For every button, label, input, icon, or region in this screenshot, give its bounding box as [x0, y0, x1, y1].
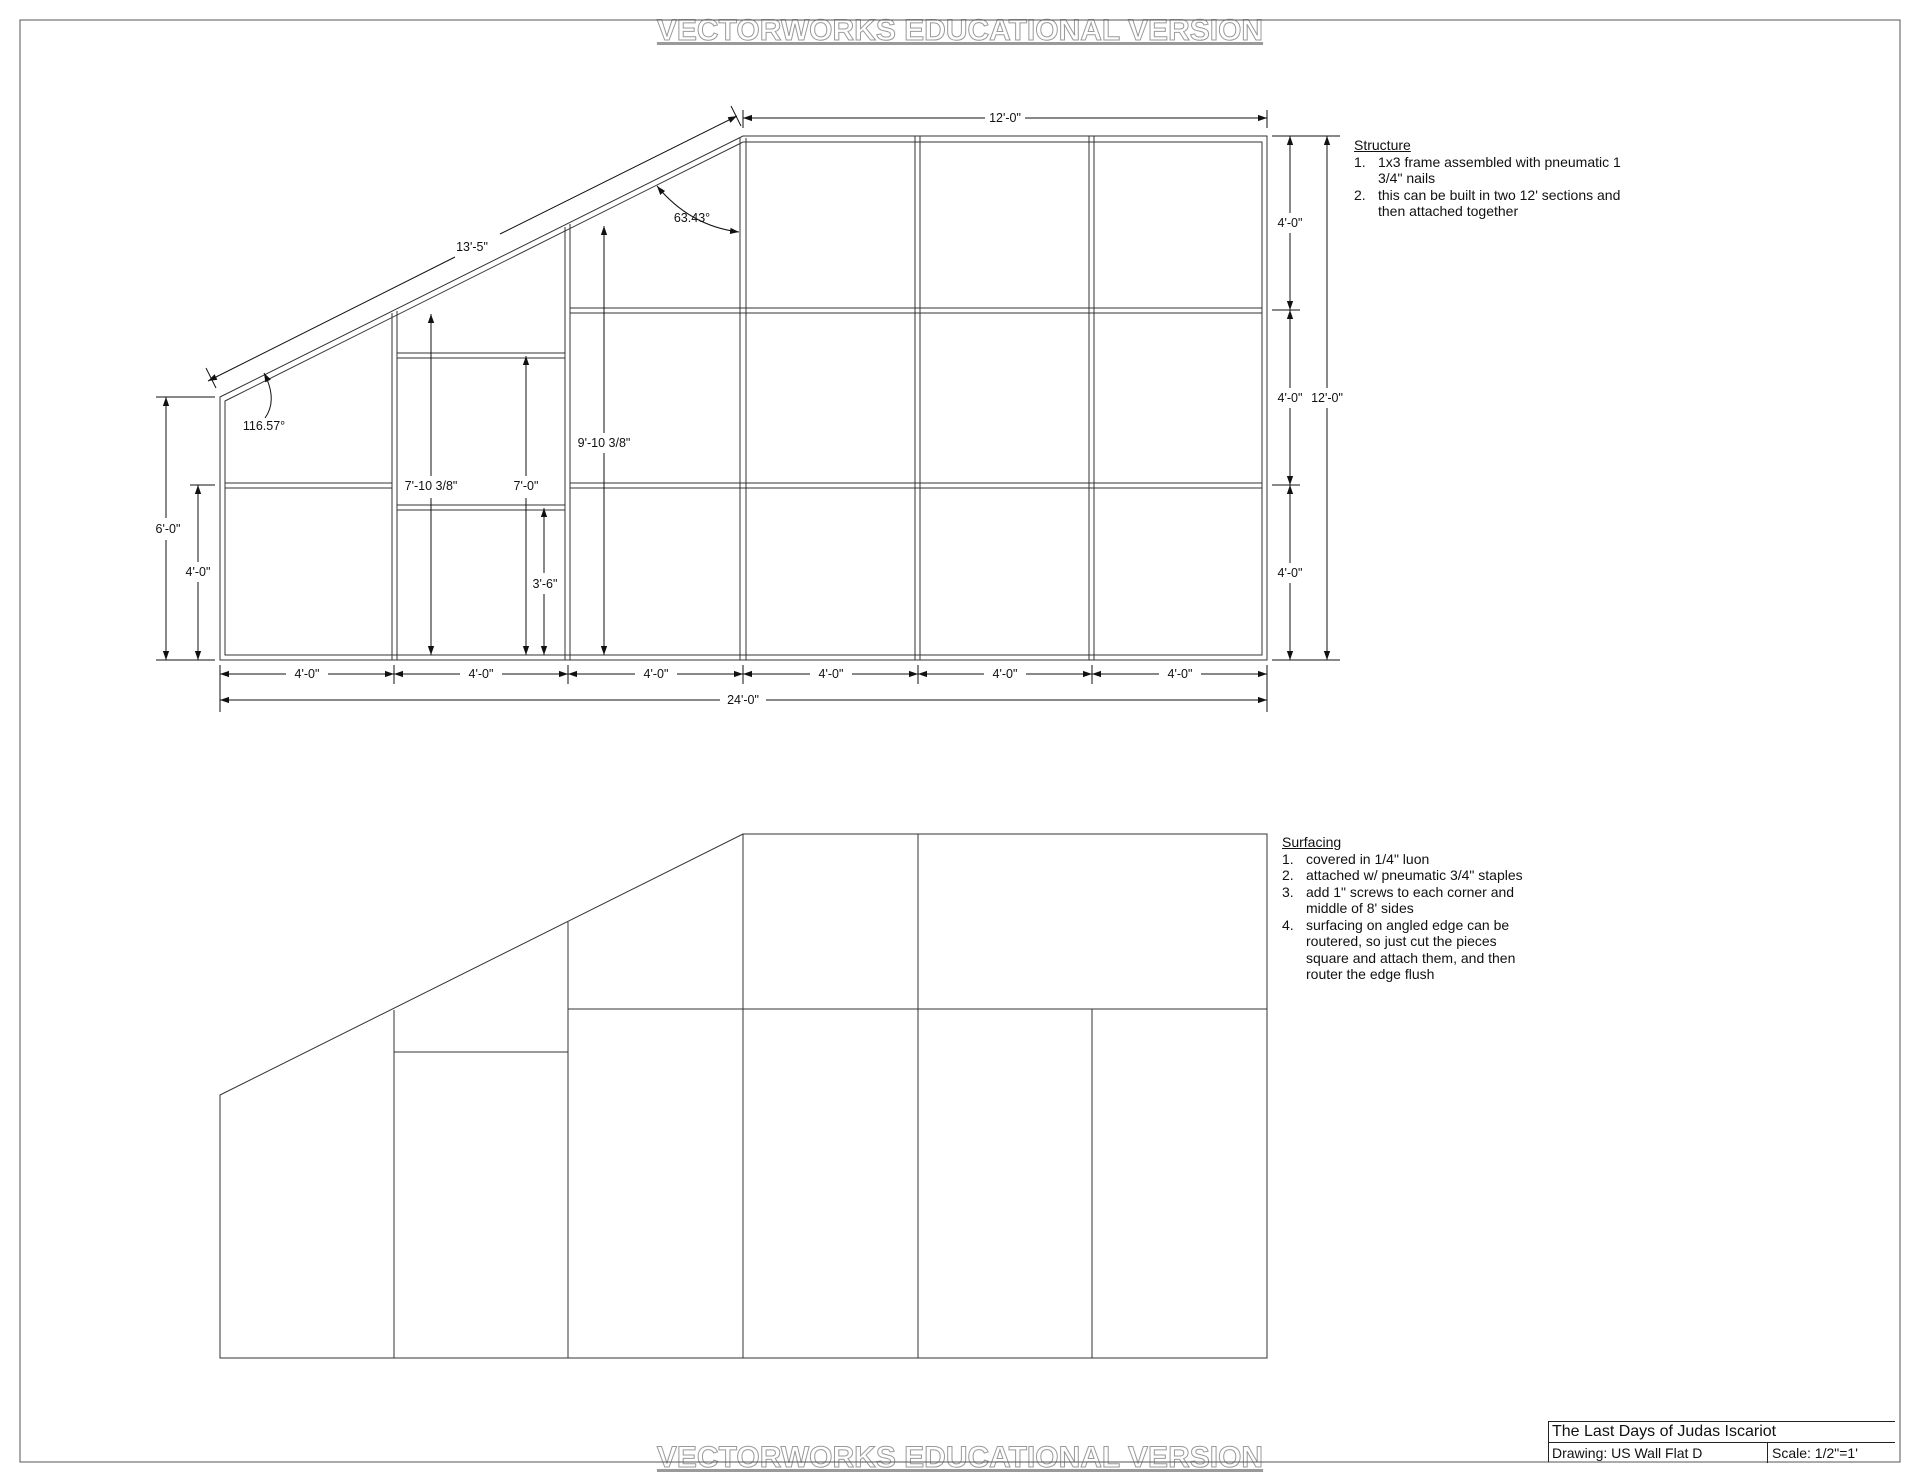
- dim-angle-top: 63.43°: [673, 211, 711, 225]
- dim-left-height-4: 4'-0": [185, 565, 211, 579]
- dim-right-12: 12'-0": [1311, 391, 1343, 405]
- dim-left-height-6: 6'-0": [155, 522, 181, 536]
- dim-overall-width: 24'-0": [727, 693, 759, 707]
- structure-heading: Structure: [1354, 137, 1411, 153]
- frame-outline-inner: [225, 142, 1262, 655]
- dim-right-4-top: 4'-0": [1277, 216, 1303, 230]
- dim-height-7-10: 7'-10 3/8": [404, 479, 458, 493]
- surfacing-note: 1. covered in 1/4" luon: [1282, 850, 1430, 867]
- dim-angle-left: 116.57°: [242, 419, 286, 433]
- drawing-name: Drawing: US Wall Flat D: [1552, 1445, 1703, 1461]
- title-block: [1548, 1421, 1895, 1462]
- angle-arc-top: [657, 186, 739, 232]
- frame-outline: [220, 136, 1267, 660]
- structure-note: 1. 1x3 frame assembled with pneumatic 1 3/4" nails: [1354, 153, 1621, 186]
- surfacing-heading: Surfacing: [1282, 834, 1342, 850]
- production-title: The Last Days of Judas Iscariot: [1552, 1423, 1777, 1440]
- watermark-top: VECTORWORKS EDUCATIONAL VERSION: [656, 14, 1264, 47]
- dim-bottom-seg: 4'-0": [992, 667, 1018, 681]
- dim-height-7: 7'-0": [513, 479, 539, 493]
- dim-top-width: 12'-0": [989, 111, 1021, 125]
- dim-right-4-mid: 4'-0": [1277, 391, 1303, 405]
- drawing-scale: Scale: 1/2"=1': [1767, 1443, 1858, 1463]
- structure-note: 2. this can be built in two 12' sections and then attached together: [1354, 186, 1621, 219]
- structure-frame: [220, 136, 1267, 660]
- dim-bottom-seg: 4'-0": [468, 667, 494, 681]
- dim-bottom-seg: 4'-0": [294, 667, 320, 681]
- surfacing-panels: [220, 834, 1267, 1358]
- dim-height-9-10: 9'-10 3/8": [577, 436, 631, 450]
- structure-dimension-labels: [156, 111, 1343, 707]
- structure-dimensions: [156, 106, 1340, 712]
- title-block-row: [1549, 1442, 1895, 1463]
- surfacing-note: 4. surfacing on angled edge can be routered, so just cut the pieces square and attach them, and then router the edge flush: [1282, 916, 1516, 982]
- dim-bottom-seg: 4'-0": [643, 667, 669, 681]
- dim-bottom-seg: 4'-0": [1167, 667, 1193, 681]
- sheet-border: [20, 20, 1900, 1462]
- watermark-bottom: VECTORWORKS EDUCATIONAL VERSION: [656, 1441, 1264, 1474]
- angle-arc-left: [264, 373, 271, 418]
- dim-right-4-bot: 4'-0": [1277, 566, 1303, 580]
- dim-height-3-6: 3'-6": [532, 577, 558, 591]
- surfacing-note: 3. add 1" screws to each corner and middle of 8' sides: [1282, 883, 1515, 916]
- dim-slope-length: 13'-5": [456, 240, 488, 254]
- dim-bottom-seg: 4'-0": [818, 667, 844, 681]
- structure-notes: [1354, 137, 1644, 220]
- surfacing-note: 2. attached w/ pneumatic 3/4" staples: [1282, 867, 1523, 883]
- surfacing-notes: [1282, 834, 1542, 983]
